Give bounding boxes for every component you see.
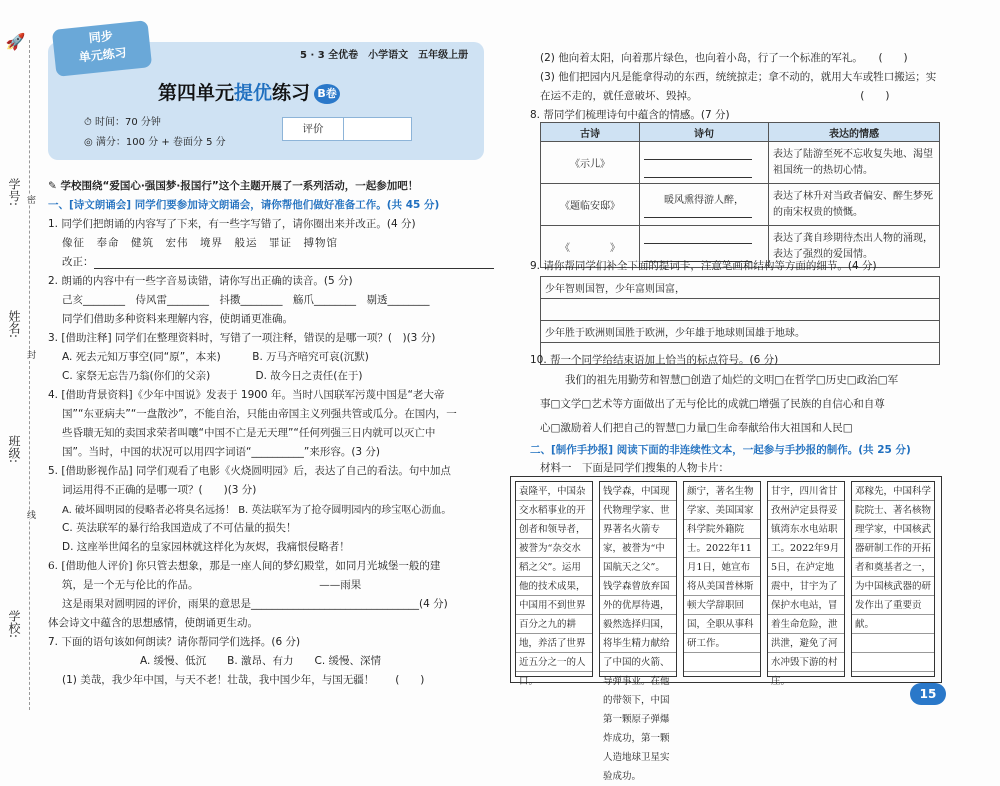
q10-l1[interactable]: 我们的祖先用勤劳和智慧□创造了灿烂的文明□在哲学□历史□政治□军: [565, 374, 899, 386]
section-2-title: 二、[制作手抄报] 阅读下面的非连续性文本，一起参与手抄报的制作。(共 25 分): [530, 444, 911, 456]
q4-l4: 国”。当时，中国的状况可以用四字词语“__________”来形容。(3 分): [62, 446, 381, 458]
q10-l2[interactable]: 事□文学□艺术等方面做出了无与伦比的成就□增强了民族的自信心和自尊: [540, 398, 885, 410]
intro: ✎ 学校围绕“爱国心·强国梦·报国行”这个主题开展了一系列活动，一起参加吧！: [48, 180, 419, 192]
seal-feng: 封: [25, 350, 35, 359]
table-row: [541, 184, 940, 226]
class-label: 班级:: [7, 435, 21, 464]
emotion-cell: 表达了陆游至死不忘收复失地、渴望祖国统一的热切心情。: [769, 142, 940, 184]
card-yan-ning: 颜宁，著名生物学家、美国国家科学院外籍院士。2022年11月1日，她宣布将从美国普林斯顿大学辞职回国，全职从事科研工作。: [683, 481, 761, 677]
q4-l1: 4. [借助背景资料]《少年中国说》发表于 1900 年。当时八国联军污蔑中国是“老大帝: [48, 389, 445, 401]
verse-blank[interactable]: [644, 148, 752, 160]
emotion-cell: 表达了林升对当政者偏安、醉生梦死的南宋权贵的愤慨。: [769, 184, 940, 226]
score-info: ◎ 满分：100 分 + 卷面分 5 分: [84, 137, 226, 148]
full-score-text: 满分：100 分 + 卷面分 5 分: [95, 137, 226, 148]
q1: 1. 同学们把朗诵的内容写了下来，有一些字写错了，请你圈出来并改正。(4 分): [48, 218, 416, 230]
section-1-title: 一、[诗文朗诵会] 同学们要参加诗文朗诵会，请你帮他们做好准备工作。(共 45 分): [48, 199, 440, 211]
verse-blank[interactable]: [644, 232, 752, 244]
verse-cell[interactable]: [640, 142, 769, 184]
cut-line: [29, 40, 30, 710]
binding-margin: [0, 0, 40, 724]
q7-options: A. 缓慢、低沉 B. 激昂、有力 C. 缓慢、深情: [140, 655, 382, 667]
table-header: 诗句: [640, 123, 769, 142]
q2: 2. 朗诵的内容中有一些字音易读错，请你写出正确的读音。(5 分): [48, 275, 353, 287]
title-highlight: 提优: [234, 82, 273, 104]
q5-c: C. 英法联军的暴行给我国造成了不可估量的损失！: [62, 522, 297, 534]
q5-l2: 词运用得不正确的是哪一项？( )(3 分): [62, 484, 257, 496]
seal-xian: 线: [25, 510, 35, 519]
time-text: 时间：70 分钟: [94, 117, 161, 128]
q7-3-l1: (3) 他们把园内凡是能拿得动的东西，统统掠走；拿不动的，就用大车或牲口搬运；实: [540, 71, 937, 83]
q7-3-l2: 在运不走的，就任意破坏、毁掉。 ( ): [540, 90, 890, 102]
poem-cell: 《题临安邸》: [541, 184, 640, 226]
hint-line: 同学们借助多种资料来理解内容，使朗诵更准确。: [62, 313, 293, 325]
emotion-table: [540, 122, 940, 268]
prompt-line-2: 少年胜于欧洲则国胜于欧洲，少年雄于地球则国雄于地球。: [541, 321, 940, 343]
table-header: 表达的情感: [769, 123, 940, 142]
table-header: 古诗: [541, 123, 640, 142]
hint-line-2: 体会诗文中蕴含的思想感情，使朗诵更生动。: [48, 617, 258, 629]
verse-blank[interactable]: [644, 166, 752, 178]
book-subtitle: 5 · 3 全优卷 小学语文 五年级上册: [300, 50, 469, 61]
page-title: [158, 78, 340, 105]
card-deng-jiaxian: 邓稼先，中国科学院院士、著名核物理学家，中国核武器研制工作的开拓者和奠基者之一，为中国核武器的研发作出了重要贡献。: [851, 481, 935, 677]
title-pre: 第四单元: [158, 82, 235, 104]
q7-2: (2) 他向着太阳，向着那片绿色，也向着小岛，行了一个标准的军礼。 ( ): [540, 52, 908, 64]
name-label: 姓名:: [7, 310, 21, 339]
prompt-blank-1[interactable]: [541, 299, 940, 321]
q6-l3: 这是雨果对圆明园的评价，雨果的意思是________________________________(4 分): [62, 598, 448, 610]
rocket-icon: 🚀: [6, 32, 25, 52]
q1-answer-blank[interactable]: [94, 257, 494, 269]
sync-badge: [52, 20, 152, 77]
q5-d: D. 这座举世闻名的皇家园林就这样化为灰烬，我痛恨侵略者！: [62, 541, 350, 553]
q3: 3. [借助注释] 同学们在整理资料时，写错了一项注释，错误的是哪一项？( )(3 分): [48, 332, 436, 344]
q1-words: 像征 奉命 健筑 宏伟 境界 般运 罪证 搏物馆: [62, 237, 338, 249]
q10: 10. 帮一个同学给结束语加上恰当的标点符号。(6 分): [530, 354, 779, 366]
school-label: 学校:: [7, 610, 21, 639]
q4-l3: 些昏聩无知的卖国求荣者叫嚷“中国不亡是无天理”“任何列强三日内就可以灭亡中: [62, 427, 436, 439]
q3-cd: C. 家祭无忘告乃翁(你们的父亲) D. 故今日之责任(在于): [62, 370, 363, 382]
q6-l2: 筑，是一个无与伦比的作品。 ——雨果: [62, 579, 362, 591]
badge-line-1: 同步: [88, 28, 114, 46]
student-number-label: 学号:: [7, 178, 21, 207]
verse-text: 暖风熏得游人醉，: [664, 195, 744, 206]
seal-mi: 密: [25, 195, 35, 204]
verse-cell[interactable]: [640, 184, 769, 226]
q5-l1: 5. [借助影视作品] 同学们观看了电影《火烧圆明园》后，表达了自己的看法。句中加点: [48, 465, 451, 477]
volume-badge: B卷: [314, 84, 340, 104]
prompt-line-1: 少年智则国智，少年富则国富，: [541, 277, 940, 299]
page-number: 15: [910, 683, 946, 705]
emotion-cell: 表达了龚自珍期待杰出人物的涌现，表达了强烈的爱国情。: [769, 226, 940, 268]
q7: 7. 下面的语句该如何朗读？请你帮同学们选择。(6 分): [48, 636, 301, 648]
table-row: [541, 142, 940, 184]
title-post: 练习: [272, 82, 311, 104]
q4-l2: 国”“东亚病夫”“一盘散沙”，不能自治，只能由帝国主义列强共管或瓜分。在国内，一: [62, 408, 457, 420]
card-yuan-longping: 袁隆平，中国杂交水稻事业的开创者和领导者，被誉为“杂交水稻之父”。运用他的技术成果，中国用不到世界百分之九的耕地，养活了世界近五分之一的人口。: [515, 481, 593, 677]
q5-ab: A. 破坏圆明园的侵略者必将臭名远扬！ B. 英法联军为了抢夺圆明园内的珍宝呕心沥血。: [62, 505, 452, 516]
card-gan-yu: 甘宇，四川省甘孜州泸定县得妥镇湾东水电站职工。2022年9月5日，在泸定地震中，甘宇为了保护水电站，冒着生命危险，泄洪泄，避免了河水冲毁下游的村庄。: [767, 481, 845, 677]
badge-line-2: 单元练习: [78, 45, 128, 65]
q8: 8. 帮同学们梳理诗句中蕴含的情感。(7 分): [530, 109, 730, 121]
material-1: 材料一 下面是同学们搜集的人物卡片：: [540, 462, 729, 474]
poem-cell: 《示儿》: [541, 142, 640, 184]
card-qian-xuesen: 钱学森，中国现代物理学家、世界著名火箭专家，被誉为“中国航天之父”。钱学森曾放弃国外的优厚待遇，毅然选择归国，将毕生精力献给了中国的火箭、导弹事业。在他的带领下，中国第一颗原子弹爆炸成功，第一颗人造地球卫星实验成功。: [599, 481, 677, 677]
q3-ab: A. 死去元知万事空(同“原”，本来) B. 万马齐喑究可哀(沉默): [62, 351, 369, 363]
q1-correction: 改正：: [62, 254, 494, 269]
q7-1: (1) 美哉，我少年中国，与天不老！壮哉，我中国少年，与国无疆！ ( ): [62, 674, 425, 686]
time-info: ⏱ 时间：70 分钟: [84, 117, 161, 128]
verse-blank[interactable]: [644, 206, 752, 218]
q6-l1: 6. [借助他人评价] 你只管去想象，那是一座人间的梦幻殿堂，如同月光城堡一般的建: [48, 560, 441, 572]
poem-cell[interactable]: 《 》: [541, 226, 640, 268]
q10-l3[interactable]: 心□激励着人们把自己的智慧□力量□生命奉献给伟大祖国和人民□: [540, 422, 853, 434]
evaluation-label: 评价: [283, 118, 344, 140]
q2-words: 己亥________ 侍风雷________ 抖擞________ 觞爪________ 剔透________: [62, 294, 430, 306]
q9: 9. 请你帮同学们补全下面的提词卡，注意笔画和结构等方面的细节。(4 分): [530, 260, 877, 272]
evaluation-box[interactable]: [282, 117, 412, 141]
